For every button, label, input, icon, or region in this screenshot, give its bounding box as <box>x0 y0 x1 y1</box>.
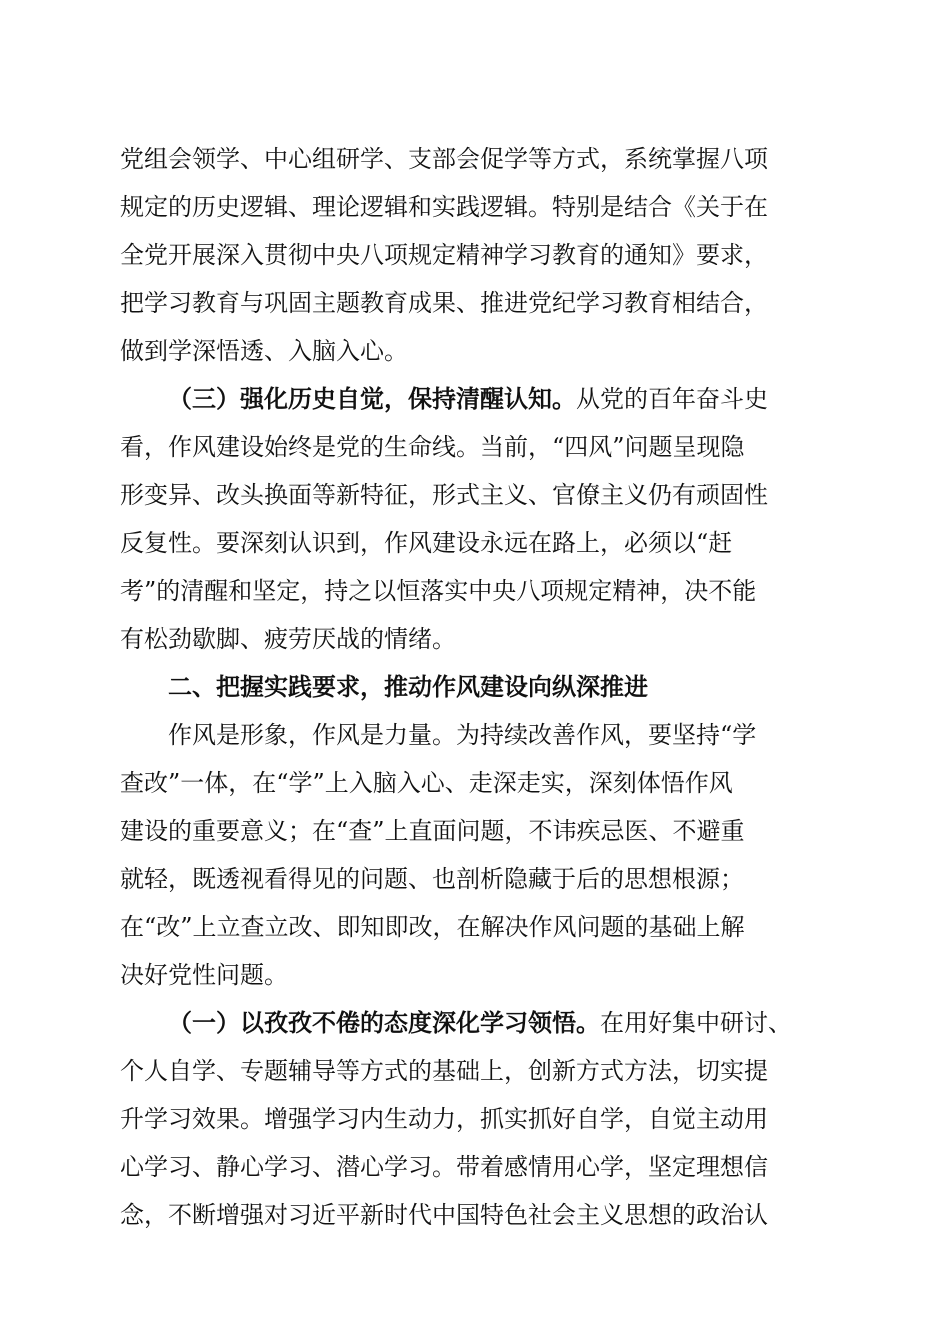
paragraph-1-line-2: 规定的历史逻辑、理论逻辑和实践逻辑。特别是结合《关于在 <box>120 193 768 221</box>
paragraph-1-line-5: 做到学深悟透、入脑入心。 <box>120 337 408 365</box>
paragraph-2-line-3: 形变异、改头换面等新特征，形式主义、官僚主义仍有顽固性 <box>120 481 768 509</box>
paragraph-3-line-2: 查改”一体，在“学”上入脑入心、走深走实，深刻体悟作风 <box>120 769 733 797</box>
paragraph-3-line-4: 就轻，既透视看得见的问题、也剖析隐藏于后的思想根源； <box>120 865 744 893</box>
paragraph-4-line-2: 个人自学、专题辅导等方式的基础上，创新方式方法，切实提 <box>120 1057 768 1085</box>
paragraph-2-line-2: 看，作风建设始终是党的生命线。当前，“四风”问题呈现隐 <box>120 433 745 461</box>
paragraph-4-line-5: 念，不断增强对习近平新时代中国特色社会主义思想的政治认 <box>120 1201 768 1229</box>
paragraph-1-line-3: 全党开展深入贯彻中央八项规定精神学习教育的通知》要求， <box>120 241 768 269</box>
paragraph-2-line-6: 有松劲歇脚、疲劳厌战的情绪。 <box>120 625 456 653</box>
paragraph-1-line-4: 把学习教育与巩固主题教育成果、推进党纪学习教育相结合， <box>120 289 768 317</box>
paragraph-1-line-1: 党组会领学、中心组研学、支部会促学等方式，系统掌握八项 <box>120 145 768 173</box>
paragraph-3-line-3: 建设的重要意义；在“查”上直面问题，不讳疾忌医、不避重 <box>120 817 745 845</box>
paragraph-4-lead: （一）以孜孜不倦的态度深化学习领悟。 <box>168 1008 600 1037</box>
paragraph-3-line-6: 决好党性问题。 <box>120 961 288 989</box>
paragraph-4-line-1 <box>168 1001 840 1045</box>
paragraph-2-first-line-rest: 从党的百年奋斗史 <box>576 385 768 413</box>
paragraph-2-lead: （三）强化历史自觉，保持清醒认知。 <box>168 384 576 413</box>
paragraph-3-line-1: 作风是形象，作风是力量。为持续改善作风，要坚持“学 <box>168 721 757 749</box>
paragraph-2-line-1 <box>168 377 840 421</box>
paragraph-2-line-5: 考”的清醒和坚定，持之以恒落实中央八项规定精神，决不能 <box>120 577 757 605</box>
paragraph-2-line-4: 反复性。要深刻认识到，作风建设永远在路上，必须以“赶 <box>120 529 733 557</box>
paragraph-4-line-3: 升学习效果。增强学习内生动力，抓实抓好自学，自觉主动用 <box>120 1105 768 1133</box>
paragraph-4-first-line-rest: 在用好集中研讨、 <box>600 1009 792 1037</box>
paragraph-4-line-4: 心学习、静心学习、潜心学习。带着感情用心学，坚定理想信 <box>120 1153 768 1181</box>
section-heading: 二、把握实践要求，推动作风建设向纵深推进 <box>168 673 648 701</box>
paragraph-3-line-5: 在“改”上立查立改、即知即改，在解决作风问题的基础上解 <box>120 913 745 941</box>
